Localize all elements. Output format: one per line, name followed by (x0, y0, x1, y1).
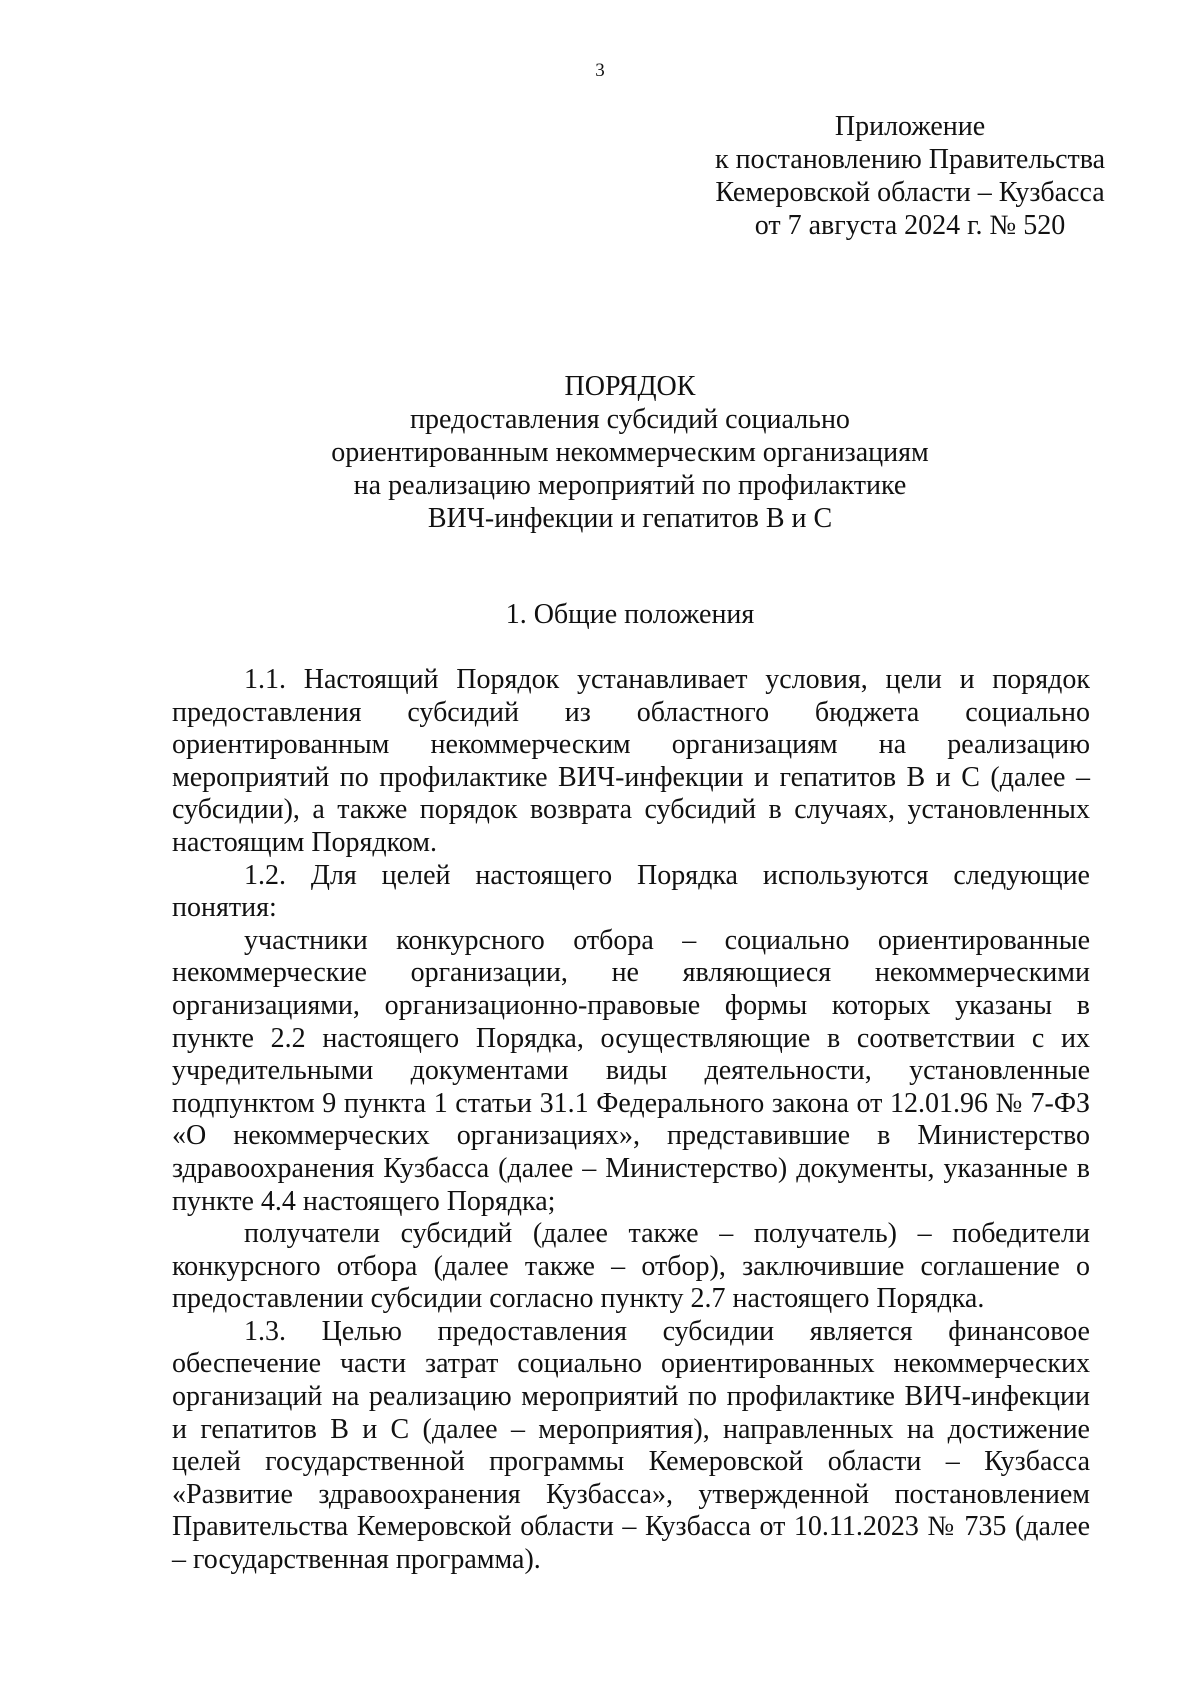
appendix-block (690, 110, 1130, 242)
title-subtitle-line: предоставления субсидий социально (410, 404, 850, 435)
appendix-line: Приложение (834, 111, 986, 142)
paragraph: 1.2. Для целей настоящего Порядка используются следующие понятия: (172, 859, 1090, 924)
title-heading: ПОРЯДОК (564, 371, 696, 402)
title-subtitle-line: ВИЧ-инфекции и гепатитов В и С (427, 503, 833, 534)
paragraph: 1.1. Настоящий Порядок устанавливает условия, цели и порядок предоставления субсидий из областного бюджета социально ориентированным некоммерческим организациям на реализацию мероприятий по профилактике ВИЧ-инфекции и гепатитов В и С (далее – субсидии), а также порядок возврата субсидий в случаях, установленных настоящим Порядком. (172, 664, 1090, 858)
appendix-line: от 7 августа 2024 г. № 520 (754, 210, 1066, 241)
paragraph: 1.3. Целью предоставления субсидии является финансовое обеспечение части затрат социально ориентированных некоммерческих организаций на реализацию мероприятий по профилактике ВИЧ-инфекции и гепатитов В и С (далее – мероприятия), направленных на достижение целей государственной программы Кемеровской области – Кузбасса «Развитие здравоохранения Кузбасса», утвержденной постановлением Правительства Кемеровской области – Кузбасса от 10.11.2023 № 735 (далее – государственная программа). (172, 1315, 1090, 1576)
section-body (172, 664, 1090, 1577)
section-heading: 1. Общие положения (505, 599, 755, 630)
document-title (170, 370, 1090, 535)
appendix-line: Кемеровской области – Кузбасса (715, 177, 1105, 208)
title-subtitle-line: ориентированным некоммерческим организациям (331, 437, 929, 468)
appendix-line: к постановлению Правительства (714, 144, 1106, 175)
paragraph: получатели субсидий (далее также – получатель) – победители конкурсного отбора (далее также – отбор), заключившие соглашение о предоставлении субсидии согласно пункту 2.7 настоящего Порядка. (172, 1218, 1090, 1315)
paragraph: участники конкурсного отбора – социально ориентированные некоммерческие организации, не являющиеся некоммерческими организациями, организационно-правовые формы которых указаны в пункте 2.2 настоящего Порядка, осуществляющие в соответствии с их учредительными документами виды деятельности, установленные подпунктом 9 пункта 1 статьи 31.1 Федерального закона от 12.01.96 № 7-ФЗ «О некоммерческих организациях», представившие в Министерство здравоохранения Кузбасса (далее – Министерство) документы, указанные в пункте 4.4 настоящего Порядка; (172, 924, 1090, 1217)
page-number: 3 (595, 60, 605, 81)
title-subtitle-line: на реализацию мероприятий по профилактике (353, 470, 907, 501)
